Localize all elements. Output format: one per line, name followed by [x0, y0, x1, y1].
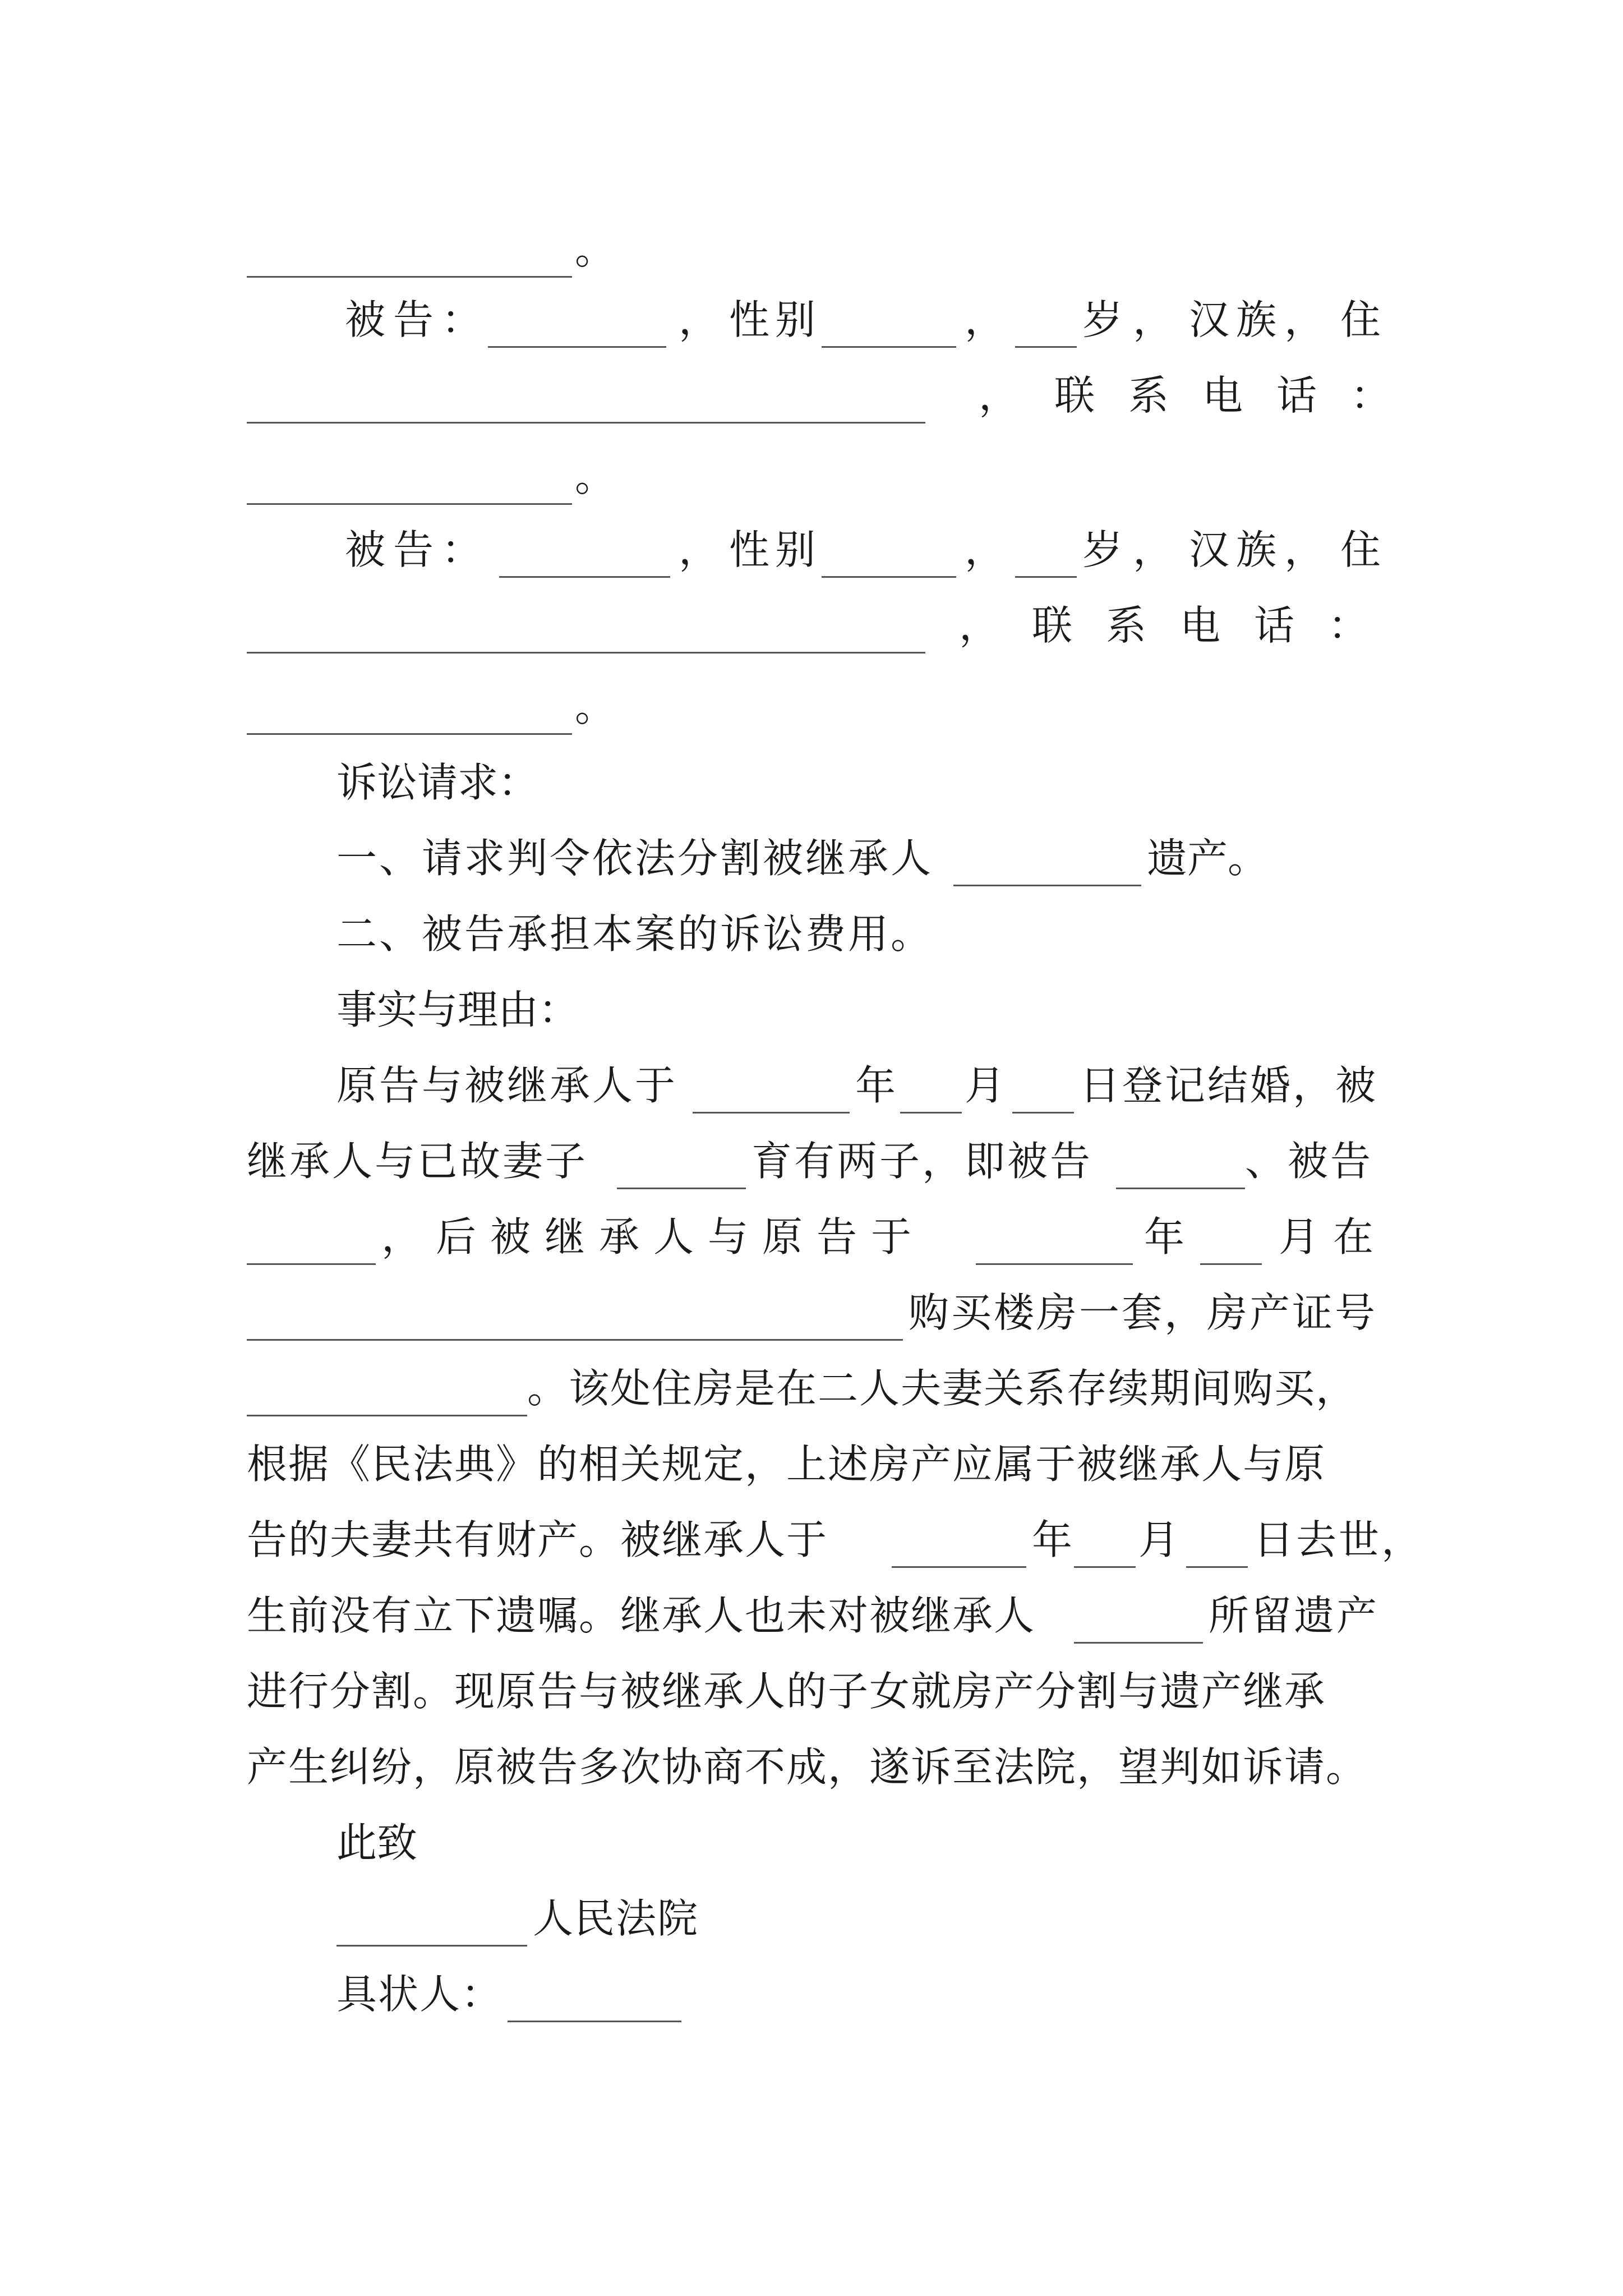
facts-text: 产生纠纷，原被告多次协商不成，遂诉至法院，望判如诉请。 — [247, 1743, 1368, 1791]
month-unit: 月 — [1138, 1516, 1179, 1563]
court-name-blank[interactable] — [336, 1945, 527, 1947]
deed-number-blank[interactable] — [247, 1415, 527, 1416]
facts-text: 月在 — [1279, 1213, 1388, 1260]
year-unit: 年 — [1144, 1213, 1185, 1260]
facts-text: 原告与被继承人于 — [336, 1062, 678, 1109]
property-location-blank[interactable] — [247, 1339, 903, 1341]
phone-label: 联系电话： — [1032, 602, 1403, 649]
facts-text: 进行分割。现原告与被继承人的子女就房产分割与遗产继承 — [247, 1668, 1326, 1715]
facts-text: 根据《民法典》的相关规定，上述房产应属于被继承人与原 — [247, 1441, 1326, 1488]
facts-line-8 — [0, 1588, 1623, 1666]
claim-2-line — [0, 906, 1623, 984]
claims-heading: 诉讼请求： — [336, 759, 539, 806]
comma: ， — [679, 526, 720, 573]
signer-blank[interactable] — [508, 2021, 681, 2022]
year-blank[interactable] — [976, 1263, 1133, 1265]
comma: ， — [965, 526, 1006, 573]
facts-line-9 — [0, 1663, 1623, 1742]
facts-text: 继承人与已故妻子 — [247, 1138, 588, 1185]
decedent-blank[interactable] — [1074, 1642, 1203, 1644]
claims-heading-line — [0, 754, 1623, 833]
defendant-label: 被告： — [345, 526, 490, 573]
age-blank[interactable] — [1015, 576, 1077, 578]
closing-text: 此致 — [336, 1819, 418, 1866]
signer-label: 具状人： — [336, 1971, 503, 2018]
defendant-1-phone-line — [0, 449, 1623, 527]
court-label: 人民法院 — [533, 1895, 699, 1942]
gender-blank[interactable] — [822, 576, 956, 578]
comma: ， — [1133, 296, 1174, 343]
defendant-2-line — [0, 522, 1623, 600]
claim-1-text: 一、请求判令依法分割被继承人 — [336, 835, 934, 882]
gender-blank[interactable] — [822, 346, 956, 348]
facts-text: 生前没有立下遗嘱。继承人也未对被继承人 — [247, 1592, 1036, 1639]
month-blank[interactable] — [1074, 1566, 1136, 1568]
comma: ， — [1284, 526, 1325, 573]
defendant-2-address-line — [0, 597, 1623, 676]
facts-text: 日去世， — [1253, 1516, 1424, 1563]
comma: ， — [1133, 526, 1174, 573]
phone-blank[interactable] — [247, 503, 572, 505]
facts-line-2 — [0, 1133, 1623, 1212]
facts-line-1 — [0, 1057, 1623, 1136]
defendant-1-address-line — [0, 367, 1623, 446]
facts-text: 育有两子，即被告 — [751, 1138, 1093, 1185]
facts-text: 。该处住房是在二人夫妻关系存续期间购买， — [527, 1365, 1358, 1412]
doc-line-1 — [0, 222, 1623, 300]
facts-line-3 — [0, 1209, 1623, 1287]
facts-line-4 — [0, 1285, 1623, 1363]
defendant-2-phone-line — [0, 679, 1623, 757]
residence-label: 住 — [1340, 296, 1381, 343]
address-blank[interactable] — [247, 652, 925, 654]
comma: ， — [979, 372, 1020, 419]
comma: ， — [959, 602, 1000, 649]
decedent-blank[interactable] — [953, 885, 1141, 886]
age-unit: 岁 — [1082, 526, 1123, 573]
claim-1-tail: 遗产。 — [1147, 835, 1269, 882]
gender-label: 性别 — [729, 526, 822, 573]
phone-label: 联系电话： — [1054, 372, 1425, 419]
phone-blank[interactable] — [247, 733, 572, 735]
facts-line-6 — [0, 1436, 1623, 1515]
ethnicity: 汉族 — [1189, 296, 1284, 343]
facts-line-10 — [0, 1739, 1623, 1818]
year-unit: 年 — [855, 1062, 896, 1109]
facts-text: 、被告 — [1245, 1138, 1373, 1185]
age-blank[interactable] — [1015, 346, 1077, 348]
residence-label: 住 — [1340, 526, 1381, 573]
defendant-name-blank[interactable] — [499, 576, 670, 578]
year-unit: 年 — [1032, 1516, 1073, 1563]
fill-blank[interactable] — [247, 276, 572, 278]
facts-line-5 — [0, 1360, 1623, 1439]
ethnicity: 汉族 — [1189, 526, 1284, 573]
gender-label: 性别 — [729, 296, 822, 343]
facts-heading: 事实与理由： — [336, 986, 579, 1033]
period: 。 — [575, 683, 616, 730]
wife-name-blank[interactable] — [617, 1188, 746, 1189]
comma: ， — [679, 296, 720, 343]
month-blank[interactable] — [900, 1112, 962, 1114]
month-blank[interactable] — [1200, 1263, 1262, 1265]
facts-text: 告的夫妻共有财产。被继承人于 — [247, 1516, 828, 1563]
son-1-blank[interactable] — [1116, 1188, 1245, 1189]
facts-line-7 — [0, 1512, 1623, 1590]
year-blank[interactable] — [693, 1112, 850, 1114]
facts-heading-line — [0, 982, 1623, 1060]
period: 。 — [575, 226, 616, 273]
age-unit: 岁 — [1082, 296, 1123, 343]
claim-2-text: 二、被告承担本案的诉讼费用。 — [336, 910, 934, 958]
comma: ， — [965, 296, 1006, 343]
facts-text: 日登记结婚，被 — [1080, 1062, 1378, 1109]
defendant-1-line — [0, 292, 1623, 370]
day-blank[interactable] — [1186, 1566, 1248, 1568]
year-blank[interactable] — [892, 1566, 1026, 1568]
month-unit: 月 — [965, 1062, 1006, 1109]
address-blank[interactable] — [247, 422, 925, 424]
facts-text: 购买楼房一套，房产证号 — [909, 1289, 1378, 1336]
period: 。 — [575, 453, 616, 500]
claim-1-line — [0, 830, 1623, 909]
son-2-blank[interactable] — [247, 1263, 376, 1265]
defendant-label: 被告： — [345, 296, 490, 343]
facts-text: ，后被继承人与原告于 — [381, 1213, 926, 1260]
court-line — [0, 1890, 1623, 1969]
signer-line — [0, 1966, 1623, 2045]
comma: ， — [1284, 296, 1325, 343]
day-blank[interactable] — [1012, 1112, 1074, 1114]
closing-line — [0, 1815, 1623, 1893]
facts-text: 所留遗产 — [1209, 1592, 1380, 1639]
defendant-name-blank[interactable] — [488, 346, 666, 348]
